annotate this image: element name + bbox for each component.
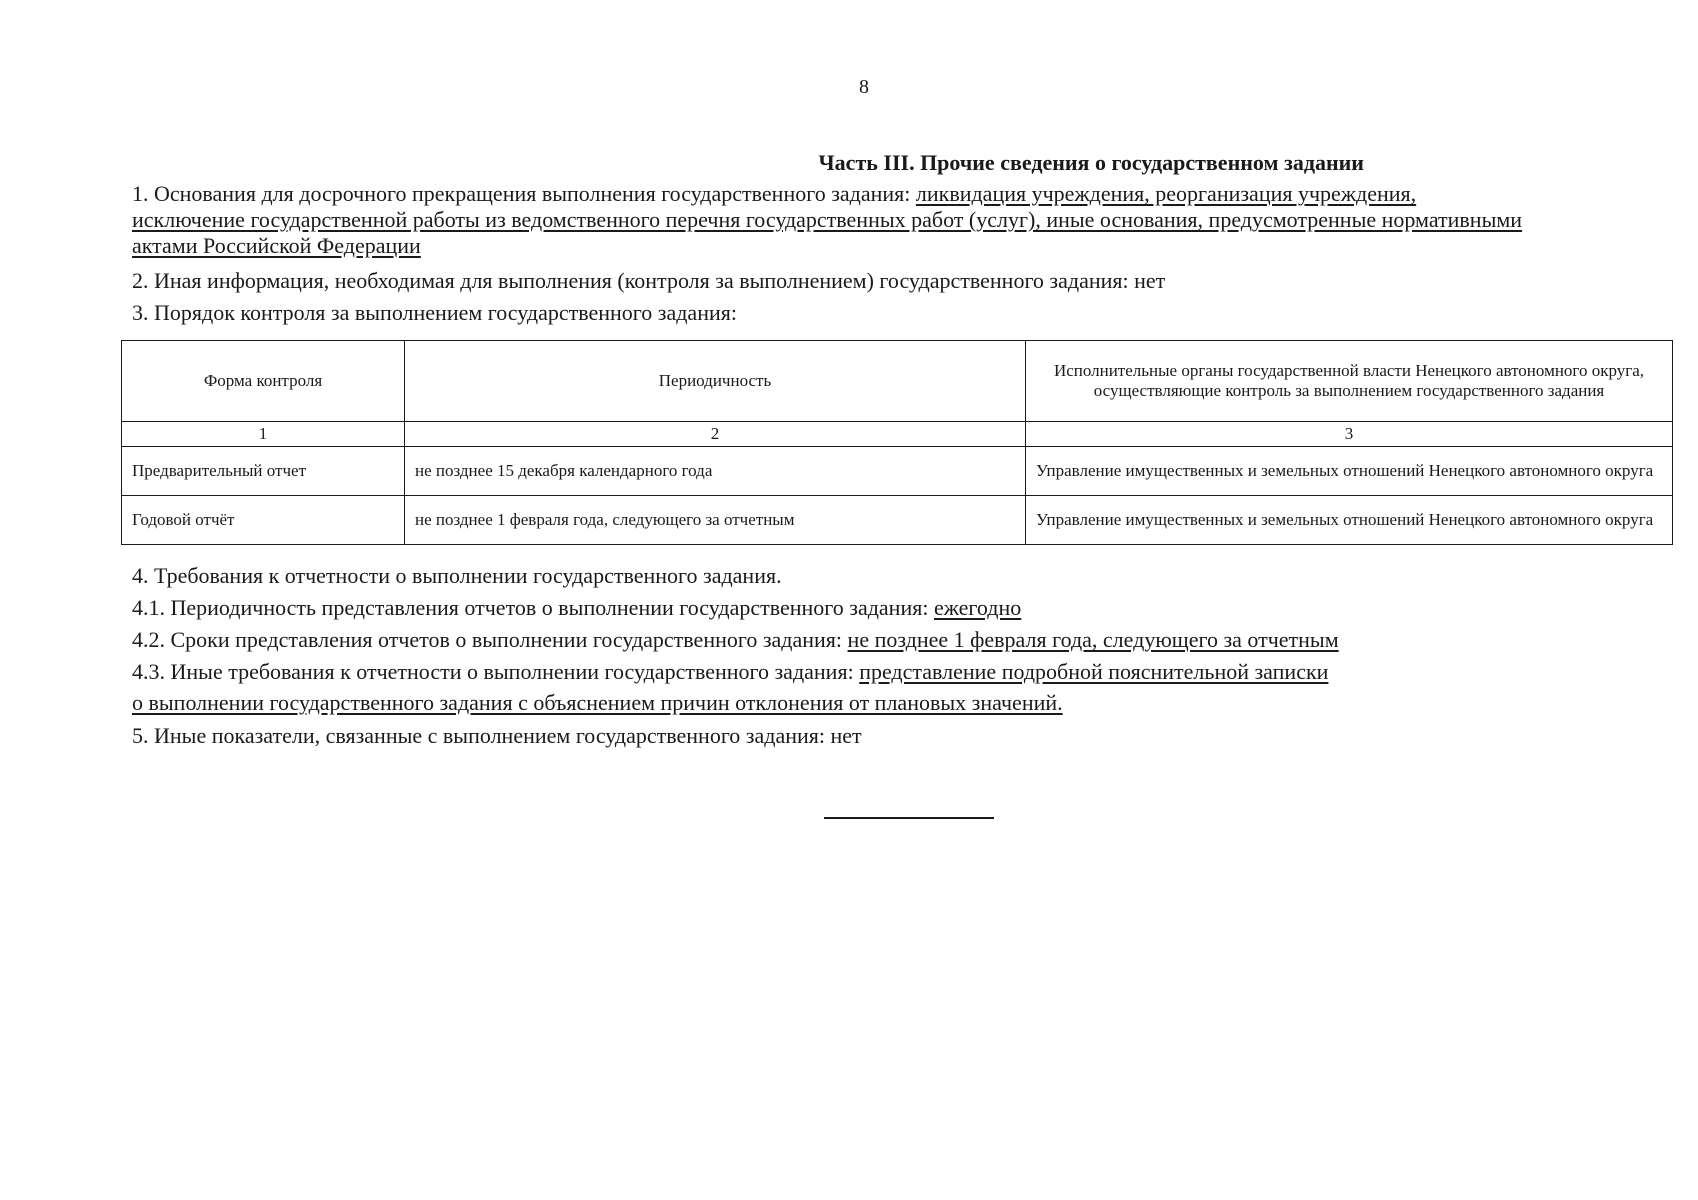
item-4-3-label: 4.3. Иные требования к отчетности о выполнении государственного задания: (132, 659, 860, 684)
item-2-other-info: 2. Иная информация, необходимая для выполнения (контроля за выполнением) государственного задания: нет (132, 268, 1166, 293)
item-1-value: ликвидация учреждения, реорганизация учреждения, исключение государственной работы из ведомственного перечня государственных работ (услуг), иные основания, предусмотренные нормативными актами Российской Федерации (132, 181, 1523, 258)
header-authorities: Исполнительные органы государственной власти Ненецкого автономного округа, осуществляющие контроль за выполнением государственного задания (1026, 341, 1673, 422)
cell-control-form: Годовой отчёт (122, 496, 405, 545)
item-3-control-procedure: 3. Порядок контроля за выполнением государственного задания: (132, 300, 737, 325)
item-4-3-other-requirements (132, 659, 1328, 685)
column-number: 1 (122, 422, 405, 447)
item-1-early-termination (132, 181, 1532, 259)
part-title: Часть III. Прочие сведения о государственном задании (818, 150, 1364, 175)
cell-periodicity: не позднее 1 февраля года, следующего за отчетным (405, 496, 1026, 545)
cell-control-form: Предварительный отчет (122, 447, 405, 496)
end-divider (824, 817, 994, 819)
header-control-form: Форма контроля (122, 341, 405, 422)
item-4-3-continuation (132, 690, 1063, 716)
item-5-other-indicators: 5. Иные показатели, связанные с выполнением государственного задания: нет (132, 723, 862, 748)
item-4-2-label: 4.2. Сроки представления отчетов о выполнении государственного задания: (132, 627, 848, 652)
item-4-3-value-line-2: о выполнении государственного задания с объяснением причин отклонения от плановых значений. (132, 690, 1063, 715)
cell-authority: Управление имущественных и земельных отношений Ненецкого автономного округа (1026, 496, 1673, 545)
item-4-1-value: ежегодно (933, 595, 1022, 620)
item-4-2-deadlines (132, 627, 1339, 653)
control-table (121, 340, 1673, 545)
item-4-reporting-requirements: 4. Требования к отчетности о выполнении государственного задания. (132, 563, 782, 588)
item-1-label: 1. Основания для досрочного прекращения выполнения государственного задания: (132, 181, 916, 206)
table-header-row (122, 341, 1673, 422)
item-4-2-value: не позднее 1 февраля года, следующего за отчетным (847, 627, 1339, 652)
cell-periodicity: не позднее 15 декабря календарного года (405, 447, 1026, 496)
column-number: 3 (1026, 422, 1673, 447)
page-number: 8 (859, 76, 869, 98)
column-number: 2 (405, 422, 1026, 447)
item-4-3-value-line-1: представление подробной пояснительной записки (859, 659, 1329, 684)
cell-authority: Управление имущественных и земельных отношений Ненецкого автономного округа (1026, 447, 1673, 496)
table-row (122, 496, 1673, 545)
item-4-1-label: 4.1. Периодичность представления отчетов о выполнении государственного задания: (132, 595, 934, 620)
item-4-1-periodicity (132, 595, 1021, 621)
table-column-numbers-row (122, 422, 1673, 447)
header-periodicity: Периодичность (405, 341, 1026, 422)
table-row (122, 447, 1673, 496)
